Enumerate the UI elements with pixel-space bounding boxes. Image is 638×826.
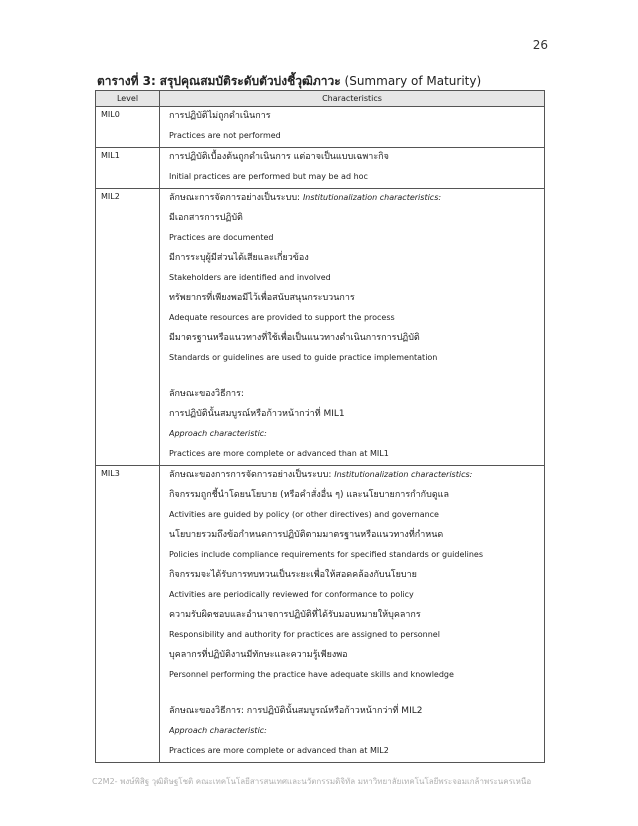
line-text: มีเอกสารการปฏิบัติ: [169, 213, 243, 223]
table-body: [96, 107, 545, 763]
characteristic-line: [169, 546, 540, 566]
line-text: Standards or guidelines are used to guide practice implementation: [169, 353, 438, 362]
line-text: มีการระบุผู้มีส่วนได้เสียและเกี่ยวข้อง: [169, 253, 309, 263]
characteristics-cell: [160, 148, 545, 189]
line-text: มีมาตรฐานหรือแนวทางที่ใช้เพื่อเป็นแนวทางดำเนินการการปฏิบัติ: [169, 333, 420, 343]
table-row: [96, 189, 545, 466]
line-text: ความรับผิดชอบและอำนาจการปฏิบัติที่ได้รับมอบหมายให้บุคลากร: [169, 610, 421, 620]
characteristic-line: [169, 486, 540, 506]
characteristic-line: [169, 526, 540, 546]
header-characteristics: Characteristics: [160, 91, 545, 107]
page-footer: C2M2- พงษ์พิสิฐ วุฒิดิษฐโชติ คณะเทคโนโลยีสารสนเทศและนวัตกรรมดิจิทัล มหาวิทยาลัยเทคโนโลยีพระจอมเกล้าพระนครเหนือ: [92, 777, 532, 786]
line-text: Practices are not performed: [169, 131, 281, 140]
line-text: การปฏิบัติไม่ถูกดำเนินการ: [169, 111, 271, 121]
characteristic-line: [169, 666, 540, 686]
line-text: Approach characteristic:: [169, 429, 267, 438]
line-text: กิจกรรมถูกชี้นำโดยนโยบาย (หรือคำสั่งอื่น ๆ) และนโยบายการกำกับดูแล: [169, 490, 449, 500]
characteristic-line: [169, 329, 540, 349]
line-text: Practices are more complete or advanced than at MIL1: [169, 449, 389, 458]
line-text: ลักษณะของวิธีการ:: [169, 389, 244, 399]
characteristic-line: [169, 148, 540, 168]
line-text: นโยบายรวมถึงข้อกำหนดการปฏิบัติตามมาตรฐานหรือแนวทางที่กำหนด: [169, 530, 444, 540]
spacer: [169, 369, 540, 385]
characteristic-line: [169, 309, 540, 329]
line-text: Adequate resources are provided to support the process: [169, 313, 395, 322]
line-text: ทรัพยากรที่เพียงพอมีไว้เพื่อสนับสนุนกระบวนการ: [169, 293, 355, 303]
table-row: [96, 466, 545, 763]
maturity-summary-table: [95, 90, 545, 763]
line-text: ลักษณะของวิธีการ: การปฏิบัตินั้นสมบูรณ์หรือก้าวหน้ากว่าที่ MIL2: [169, 706, 423, 716]
line-text: Initial practices are performed but may be ad hoc: [169, 172, 368, 181]
characteristic-line: [169, 626, 540, 646]
level-cell: MIL3: [96, 466, 160, 763]
characteristic-line: [169, 189, 540, 209]
characteristic-line: [169, 269, 540, 289]
characteristic-line: [169, 385, 540, 405]
line-text: การปฏิบัติเบื้องต้นถูกดำเนินการ แต่อาจเป็นแบบเฉพาะกิจ: [169, 152, 389, 162]
line-italic-text: Institutionalization characteristics:: [334, 470, 473, 479]
table-caption: [97, 72, 481, 91]
characteristic-line: [169, 586, 540, 606]
characteristic-line: [169, 702, 540, 722]
characteristic-line: [169, 506, 540, 526]
characteristic-line: [169, 646, 540, 666]
characteristic-line: [169, 445, 540, 465]
characteristics-cell: [160, 189, 545, 466]
line-text: Responsibility and authority for practices are assigned to personnel: [169, 630, 440, 639]
line-text: Activities are periodically reviewed for conformance to policy: [169, 590, 414, 599]
characteristic-line: [169, 742, 540, 762]
table-row: [96, 107, 545, 148]
level-cell: MIL1: [96, 148, 160, 189]
caption-prefix: ตารางที่ 3:: [97, 74, 156, 88]
line-text: บุคลากรที่ปฏิบัติงานมีทักษะและความรู้เพียงพอ: [169, 650, 348, 660]
line-text: Practices are documented: [169, 233, 274, 242]
line-text: ลักษณะการจัดการอย่างเป็นระบบ:: [169, 193, 303, 203]
characteristic-line: [169, 566, 540, 586]
line-text: Activities are guided by policy (or other directives) and governance: [169, 510, 439, 519]
table-row: [96, 148, 545, 189]
characteristic-line: [169, 606, 540, 626]
spacer: [169, 686, 540, 702]
level-cell: MIL0: [96, 107, 160, 148]
characteristic-line: [169, 349, 540, 369]
characteristic-line: [169, 289, 540, 309]
header-level: Level: [96, 91, 160, 107]
characteristic-line: [169, 209, 540, 229]
caption-title-en: (Summary of Maturity): [344, 74, 482, 88]
characteristic-line: [169, 425, 540, 445]
line-text: การปฏิบัตินั้นสมบูรณ์หรือก้าวหน้ากว่าที่ MIL1: [169, 409, 345, 419]
line-text: ลักษณะของการการจัดการอย่างเป็นระบบ:: [169, 470, 335, 480]
caption-title-th: สรุปคุณสมบัติระดับตัวบ่งชี้วุฒิภาวะ: [159, 74, 341, 88]
characteristics-cell: [160, 107, 545, 148]
line-text: Personnel performing the practice have adequate skills and knowledge: [169, 670, 454, 679]
characteristic-line: [169, 229, 540, 249]
line-text: กิจกรรมจะได้รับการทบทวนเป็นระยะเพื่อให้สอดคล้องกับนโยบาย: [169, 570, 417, 580]
characteristic-line: [169, 168, 540, 188]
characteristic-line: [169, 107, 540, 127]
line-text: Stakeholders are identified and involved: [169, 273, 331, 282]
line-text: Policies include compliance requirements for specified standards or guidelines: [169, 550, 483, 559]
line-italic-text: Institutionalization characteristics:: [302, 193, 442, 202]
characteristic-line: [169, 722, 540, 742]
line-text: Approach characteristic:: [169, 726, 267, 735]
level-cell: MIL2: [96, 189, 160, 466]
characteristics-cell: [160, 466, 545, 763]
characteristic-line: [169, 127, 540, 147]
characteristic-line: [169, 405, 540, 425]
characteristic-line: [169, 249, 540, 269]
page-number: 26: [532, 38, 548, 52]
table-header-row: [96, 91, 545, 107]
line-text: Practices are more complete or advanced than at MIL2: [169, 746, 389, 755]
characteristic-line: [169, 466, 540, 486]
